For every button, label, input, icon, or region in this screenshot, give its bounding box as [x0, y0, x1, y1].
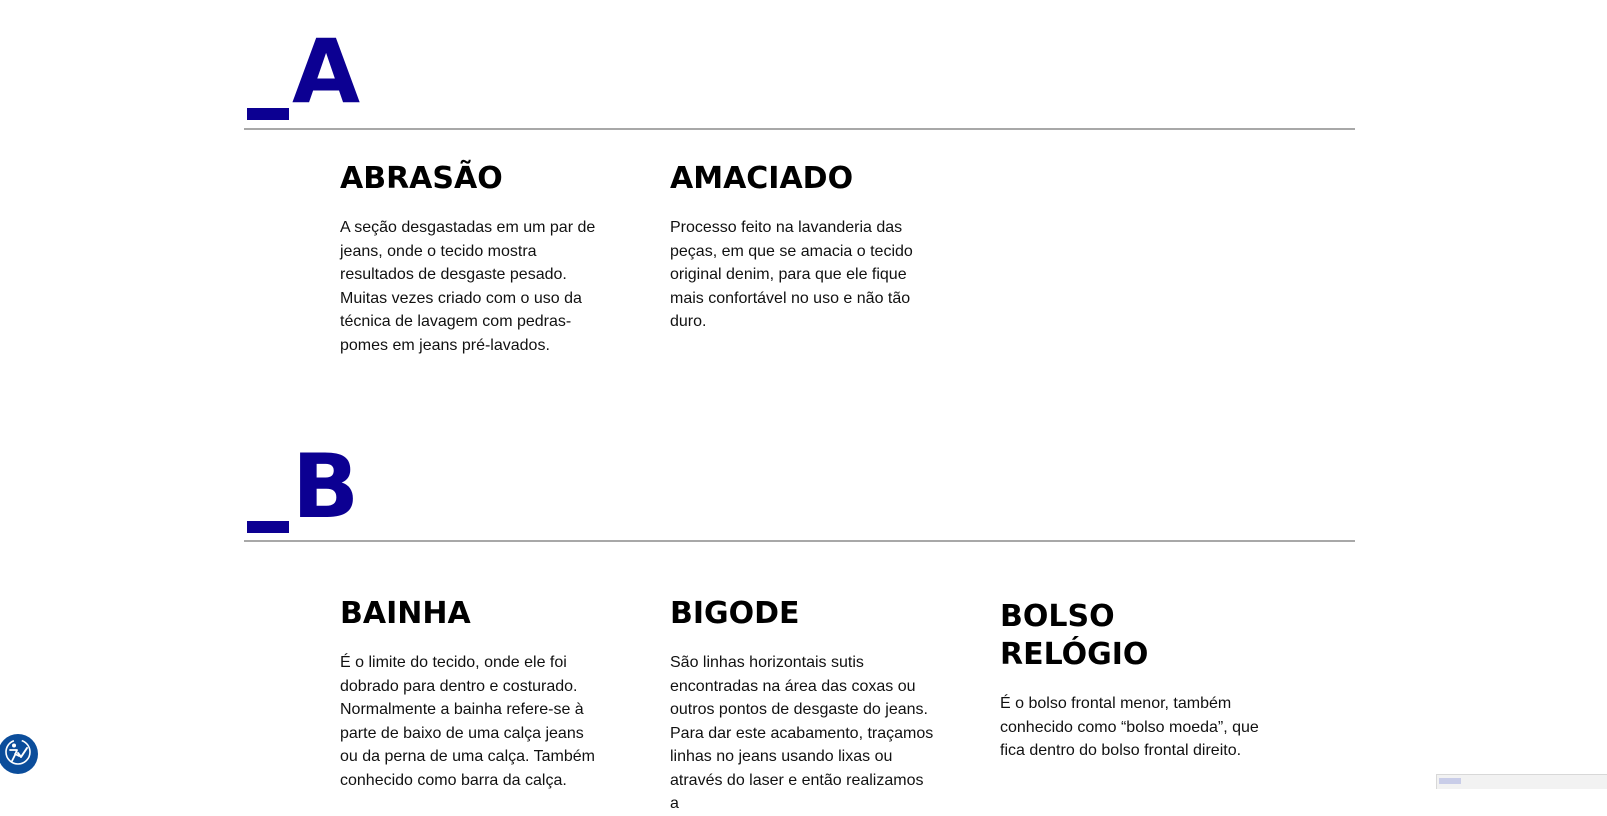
term-bolso-relogio [1000, 598, 1265, 763]
term-title: BIGODE [670, 596, 800, 631]
term-title: BOLSO RELÓGIO [1000, 599, 1149, 672]
term-description: Processo feito na lavanderia das peças, em que se amacia o tecido original denim, para que ele fique mais confortável no uso e não tão duro. [670, 219, 913, 330]
section-heading-b [244, 411, 1355, 541]
section-divider [244, 540, 1355, 542]
term-abrasao [340, 160, 605, 357]
term-description: É o limite do tecido, onde ele foi dobrado para dentro e costurado. Normalmente a bainha refere-se à parte de baixo de uma calça jeans ou da perna de uma calça. Também conhecido como barra da calça. [340, 654, 595, 789]
widget-thumbnail [1439, 778, 1461, 784]
section-letter-a: A [292, 20, 359, 123]
glossary-section-b [244, 411, 1355, 812]
term-title: AMACIADO [670, 161, 854, 196]
corner-widget[interactable] [1436, 774, 1607, 789]
term-title: BAINHA [340, 596, 471, 631]
accessibility-button[interactable] [0, 734, 38, 774]
accessibility-icon [3, 737, 33, 772]
term-description: A seção desgastadas em um par de jeans, onde o tecido mostra resultados de desgaste pesado. Muitas vezes criado com o uso da técnica de lavagem com pedras-pomes em jeans pré-lavados. [340, 219, 596, 354]
section-heading-a [244, 0, 1355, 130]
glossary-section-a [244, 0, 1355, 354]
section-letter-b: B [292, 435, 358, 538]
section-divider [244, 128, 1355, 130]
term-description: São linhas horizontais sutis encontradas na área das coxas ou outros pontos de desgaste do jeans. Para dar este acabamento, traçamos linhas no jeans usando lixas ou através do laser e então realizamos a [670, 654, 934, 812]
term-description: É o bolso frontal menor, também conhecido como “bolso moeda”, que fica dentro do bolso frontal direito. [1000, 695, 1259, 759]
term-bainha [340, 595, 605, 792]
underscore-mark [247, 521, 289, 533]
term-amaciado [670, 160, 935, 334]
underscore-mark [247, 108, 289, 120]
term-bigode [670, 595, 935, 816]
term-title: ABRASÃO [340, 161, 503, 196]
